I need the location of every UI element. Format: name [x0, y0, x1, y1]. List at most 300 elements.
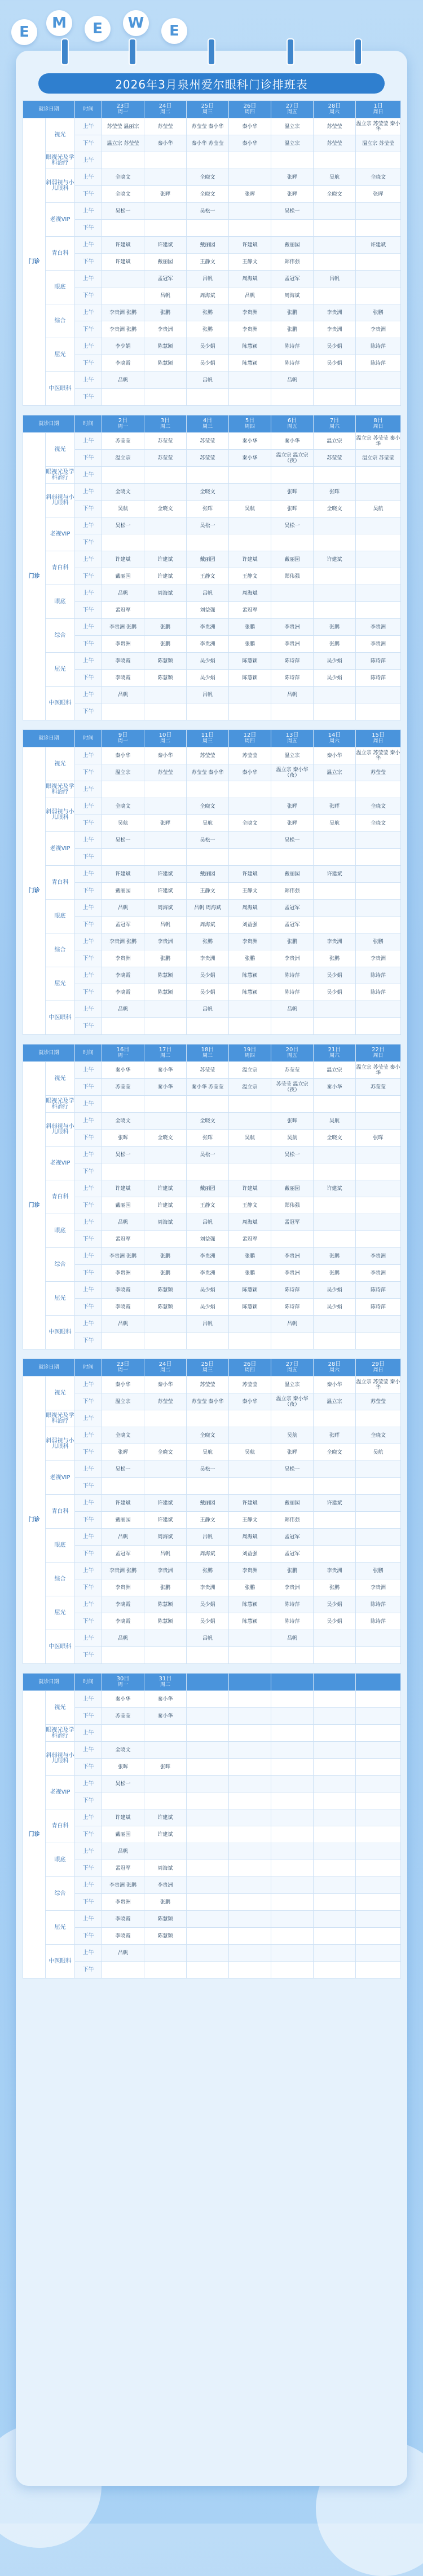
- doctor-cell: 吴航: [271, 1427, 314, 1444]
- doctor-cell: 李贵洲 张鹏: [102, 1248, 144, 1265]
- doctor-cell: 全晓文: [102, 1113, 144, 1130]
- doctor-cell: [271, 1792, 314, 1809]
- doctor-cell: [229, 1410, 271, 1427]
- doctor-cell: 刘益强: [187, 1231, 229, 1248]
- session-label: 下午: [75, 287, 102, 304]
- day-date: 14日: [328, 732, 341, 738]
- doctor-cell: [271, 1945, 314, 1962]
- day-header: [144, 415, 187, 433]
- doctor-cell: [229, 1962, 271, 1979]
- doctor-cell: [144, 1962, 187, 1979]
- week-gap-cell: [23, 1349, 401, 1359]
- doctor-cell: [314, 1860, 356, 1877]
- doctor-cell: 陈诗萍: [356, 670, 401, 687]
- doctor-cell: [356, 568, 401, 585]
- session-label: 上午: [75, 1725, 102, 1742]
- table-row: [23, 1478, 401, 1495]
- doctor-cell: 王静文: [187, 1197, 229, 1214]
- doctor-cell: 许建斌: [144, 1197, 187, 1214]
- doctor-cell: 吕帆: [144, 1546, 187, 1563]
- doctor-cell: 苏莹莹: [144, 764, 187, 781]
- session-label: 下午: [75, 1759, 102, 1776]
- doctor-cell: [356, 883, 401, 900]
- session-label: 下午: [75, 764, 102, 781]
- doctor-cell: [187, 1018, 229, 1035]
- doctor-cell: 许建斌: [314, 1180, 356, 1197]
- table-row: [23, 1877, 401, 1894]
- doctor-cell: [102, 849, 144, 866]
- doctor-cell: [314, 1894, 356, 1911]
- doctor-cell: 秦小华: [144, 1691, 187, 1708]
- header-dept: 就诊日期: [23, 101, 75, 118]
- department-label: 眼底: [46, 1529, 75, 1563]
- doctor-cell: 李贵洲 张鹏: [102, 619, 144, 636]
- week-gap-cell: [23, 1035, 401, 1044]
- department-label: 眼视光及学科治疗: [46, 1096, 75, 1113]
- department-label: 中医眼科: [46, 1316, 75, 1349]
- doctor-cell: 陈慧颖: [229, 967, 271, 984]
- doctor-cell: 苏莹莹: [187, 450, 229, 467]
- doctor-cell: 许建斌: [144, 866, 187, 883]
- doctor-cell: 吴松一: [102, 832, 144, 849]
- day-date: 17日: [158, 1047, 172, 1053]
- doctor-cell: 吕帆: [102, 900, 144, 917]
- doctor-cell: [314, 1809, 356, 1826]
- doctor-cell: 温立宗: [229, 1079, 271, 1096]
- day-weekday: 周一: [118, 424, 129, 430]
- session-label: 下午: [75, 917, 102, 933]
- table-row: [23, 1630, 401, 1647]
- session-label: 上午: [75, 152, 102, 169]
- doctor-cell: 李晓霞: [102, 967, 144, 984]
- table-row: [23, 984, 401, 1001]
- doctor-cell: 陈诗萍: [356, 653, 401, 670]
- doctor-cell: 吴松一: [187, 1461, 229, 1478]
- doctor-cell: 陈诗萍: [271, 1613, 314, 1630]
- doctor-cell: [144, 703, 187, 720]
- doctor-cell: 全晓文: [229, 815, 271, 832]
- department-label: 眼底: [46, 1214, 75, 1248]
- session-label: 上午: [75, 1596, 102, 1613]
- schedule-table-wrap: [23, 100, 400, 1979]
- table-row: [23, 1945, 401, 1962]
- doctor-cell: [271, 1877, 314, 1894]
- doctor-cell: 孟冠军: [102, 1860, 144, 1877]
- doctor-cell: [144, 1461, 187, 1478]
- doctor-cell: 李晓霞: [102, 984, 144, 1001]
- doctor-cell: 吴松一: [187, 203, 229, 220]
- doctor-cell: 李贵洲: [314, 1563, 356, 1579]
- doctor-cell: 张鹏: [314, 1579, 356, 1596]
- session-label: 上午: [75, 1180, 102, 1197]
- doctor-cell: 吴松一: [102, 203, 144, 220]
- day-header: [271, 415, 314, 433]
- doctor-cell: [271, 1647, 314, 1664]
- doctor-cell: [314, 781, 356, 798]
- doctor-cell: [229, 1877, 271, 1894]
- department-label: 综合: [46, 1877, 75, 1911]
- session-label: 下午: [75, 1163, 102, 1180]
- doctor-cell: 张鹏: [229, 1248, 271, 1265]
- doctor-cell: [144, 534, 187, 551]
- session-label: 上午: [75, 1376, 102, 1393]
- table-row: [23, 501, 401, 517]
- session-label: 下午: [75, 1299, 102, 1316]
- doctor-cell: 张晖: [314, 798, 356, 815]
- doctor-cell: [314, 254, 356, 271]
- day-weekday: 周一: [118, 109, 129, 115]
- doctor-cell: 吴航: [187, 815, 229, 832]
- table-row: [23, 1062, 401, 1079]
- doctor-cell: 苏莹莹: [144, 433, 187, 450]
- doctor-cell: 李贵洲: [144, 1563, 187, 1579]
- doctor-cell: 吴少娟: [314, 1596, 356, 1613]
- table-row: [23, 271, 401, 287]
- doctor-cell: 吴少娟: [187, 967, 229, 984]
- group-label: 门诊: [23, 1691, 46, 1979]
- day-weekday: 周五: [287, 109, 298, 115]
- table-row: [23, 933, 401, 950]
- table-row: [23, 304, 401, 321]
- doctor-cell: 吴松一: [271, 203, 314, 220]
- doctor-cell: [356, 781, 401, 798]
- doctor-cell: 吴少娟: [187, 1299, 229, 1316]
- doctor-cell: [356, 254, 401, 271]
- department-label: 视光: [46, 1691, 75, 1725]
- doctor-cell: 张晖: [271, 186, 314, 203]
- table-row: [23, 849, 401, 866]
- doctor-cell: 全晓文: [187, 484, 229, 501]
- session-label: 下午: [75, 1079, 102, 1096]
- doctor-cell: 李贵洲: [102, 1579, 144, 1596]
- doctor-cell: 许建斌: [144, 1180, 187, 1197]
- doctor-cell: [102, 1333, 144, 1349]
- table-row: [23, 832, 401, 849]
- page-title: 2026年3月泉州爱尔眼科门诊排班表: [38, 73, 385, 94]
- day-header: [356, 1359, 401, 1376]
- doctor-cell: [356, 849, 401, 866]
- doctor-cell: [144, 1410, 187, 1427]
- table-row: [23, 254, 401, 271]
- department-label: 视光: [46, 747, 75, 781]
- doctor-cell: [314, 1546, 356, 1563]
- session-label: 上午: [75, 832, 102, 849]
- doctor-cell: [356, 832, 401, 849]
- doctor-cell: [187, 1333, 229, 1349]
- doctor-cell: 吕帆: [229, 287, 271, 304]
- doctor-cell: [314, 287, 356, 304]
- department-label: 青白科: [46, 237, 75, 271]
- doctor-cell: [229, 467, 271, 484]
- session-label: 上午: [75, 1410, 102, 1427]
- doctor-cell: [314, 1928, 356, 1945]
- doctor-cell: [271, 1809, 314, 1826]
- doctor-cell: 李贵洲 张鹏: [102, 1563, 144, 1579]
- session-label: 上午: [75, 1691, 102, 1708]
- doctor-cell: [102, 467, 144, 484]
- table-row: [23, 883, 401, 900]
- doctor-cell: [314, 1776, 356, 1792]
- doctor-cell: 张鹏: [314, 950, 356, 967]
- department-label: 中医眼科: [46, 1945, 75, 1979]
- day-weekday: 周二: [160, 1367, 171, 1373]
- doctor-cell: 王静文: [229, 1197, 271, 1214]
- doctor-cell: [144, 1776, 187, 1792]
- doctor-cell: [229, 1427, 271, 1444]
- doctor-cell: [314, 1826, 356, 1843]
- doctor-cell: 李贵洲: [187, 1579, 229, 1596]
- doctor-cell: 吴松一: [271, 517, 314, 534]
- session-label: 下午: [75, 321, 102, 338]
- day-date: 28日: [328, 103, 341, 109]
- doctor-cell: 苏莹莹: [144, 1393, 187, 1410]
- doctor-cell: 吴少娟: [187, 984, 229, 1001]
- doctor-cell: [229, 1826, 271, 1843]
- doctor-cell: [229, 169, 271, 186]
- doctor-cell: 李贵洲: [356, 950, 401, 967]
- doctor-cell: 张鹏: [356, 933, 401, 950]
- doctor-cell: [356, 1877, 401, 1894]
- doctor-cell: 张鹏: [314, 636, 356, 653]
- doctor-cell: 戴丽园: [271, 1180, 314, 1197]
- doctor-cell: 全晓文: [187, 1113, 229, 1130]
- department-label: 眼底: [46, 585, 75, 619]
- doctor-cell: 秦小华: [271, 433, 314, 450]
- doctor-cell: 吴少娟: [314, 338, 356, 355]
- table-row: [23, 1410, 401, 1427]
- doctor-cell: [356, 1529, 401, 1546]
- doctor-cell: 苏莹莹 秦小华: [187, 1393, 229, 1410]
- doctor-cell: 吴少娟: [314, 1613, 356, 1630]
- doctor-cell: [187, 1742, 229, 1759]
- doctor-cell: [187, 781, 229, 798]
- day-header: [271, 1674, 314, 1691]
- doctor-cell: [102, 1096, 144, 1113]
- day-weekday: 周五: [287, 1367, 298, 1373]
- doctor-cell: [229, 1316, 271, 1333]
- table-row: [23, 764, 401, 781]
- table-row: [23, 1079, 401, 1096]
- doctor-cell: 许建斌: [102, 254, 144, 271]
- table-row: [23, 1962, 401, 1979]
- header-time: 时间: [75, 101, 102, 118]
- table-row: [23, 917, 401, 933]
- doctor-cell: 吕帆: [102, 1630, 144, 1647]
- doctor-cell: 秦小华: [229, 433, 271, 450]
- department-label: 青白科: [46, 1809, 75, 1843]
- doctor-cell: [314, 1163, 356, 1180]
- doctor-cell: [314, 832, 356, 849]
- doctor-cell: 张鹏: [144, 1894, 187, 1911]
- doctor-cell: [356, 585, 401, 602]
- doctor-cell: [314, 534, 356, 551]
- day-header: [102, 730, 144, 747]
- doctor-cell: [271, 1096, 314, 1113]
- doctor-cell: [356, 389, 401, 406]
- doctor-cell: 吕帆: [102, 372, 144, 389]
- session-label: 上午: [75, 551, 102, 568]
- doctor-cell: 全晓文: [187, 186, 229, 203]
- doctor-cell: 张鹏: [356, 304, 401, 321]
- doctor-cell: [229, 687, 271, 703]
- session-label: 下午: [75, 450, 102, 467]
- doctor-cell: [314, 203, 356, 220]
- doctor-cell: 全晓文: [356, 1427, 401, 1444]
- doctor-cell: 李贵洲: [356, 636, 401, 653]
- doctor-cell: 温立宗: [271, 135, 314, 152]
- doctor-cell: 温立宗: [102, 450, 144, 467]
- doctor-cell: 李晓霞: [102, 1299, 144, 1316]
- table-row: [23, 747, 401, 764]
- table-row: [23, 1860, 401, 1877]
- department-label: 中医眼科: [46, 1630, 75, 1664]
- department-label: 青白科: [46, 866, 75, 900]
- week-gap: [23, 720, 401, 730]
- doctor-cell: 李贵洲: [271, 1579, 314, 1596]
- doctor-cell: 李贵洲: [356, 1248, 401, 1265]
- doctor-cell: [314, 1742, 356, 1759]
- doctor-cell: 许建斌: [144, 1512, 187, 1529]
- table-row: [23, 866, 401, 883]
- session-label: 上午: [75, 1214, 102, 1231]
- doctor-cell: 孟冠军: [144, 271, 187, 287]
- doctor-cell: 许建斌: [144, 1809, 187, 1826]
- session-label: 上午: [75, 271, 102, 287]
- doctor-cell: 张晖: [271, 501, 314, 517]
- doctor-cell: 温立宗: [102, 764, 144, 781]
- doctor-cell: 陈慧颖: [229, 653, 271, 670]
- doctor-cell: 陈慧颖: [229, 670, 271, 687]
- session-label: 上午: [75, 517, 102, 534]
- doctor-cell: 温立宗 苏莹莹: [356, 450, 401, 467]
- doctor-cell: [314, 1945, 356, 1962]
- department-label: 眼视光及学科治疗: [46, 467, 75, 484]
- department-label: 老视VIP: [46, 203, 75, 237]
- doctor-cell: 李贵洲 张鹏: [102, 1877, 144, 1894]
- table-row: [23, 1546, 401, 1563]
- doctor-cell: [356, 1316, 401, 1333]
- week-gap-cell: [23, 720, 401, 730]
- doctor-cell: 许建斌: [102, 551, 144, 568]
- doctor-cell: 张鹏: [229, 950, 271, 967]
- day-header: [271, 1359, 314, 1376]
- doctor-cell: 李贵洲 张鹏: [102, 321, 144, 338]
- doctor-cell: 孟冠军: [229, 1231, 271, 1248]
- doctor-cell: [187, 1809, 229, 1826]
- doctor-cell: 陈诗萍: [356, 1282, 401, 1299]
- doctor-cell: [356, 1894, 401, 1911]
- table-row: [23, 118, 401, 135]
- doctor-cell: [271, 1410, 314, 1427]
- header-dept: 就诊日期: [23, 1044, 75, 1062]
- doctor-cell: [314, 1911, 356, 1928]
- doctor-cell: 周海斌: [229, 1214, 271, 1231]
- session-label: 下午: [75, 1393, 102, 1410]
- session-label: 下午: [75, 1478, 102, 1495]
- doctor-cell: 孟冠军: [102, 602, 144, 619]
- doctor-cell: [144, 781, 187, 798]
- doctor-cell: 李贵洲: [314, 321, 356, 338]
- doctor-cell: 温立宗 苏莹莹 秦小华: [356, 433, 401, 450]
- group-label: 门诊: [23, 1062, 46, 1349]
- doctor-cell: [144, 203, 187, 220]
- table-row: [23, 703, 401, 720]
- table-row: [23, 1928, 401, 1945]
- session-label: 下午: [75, 1130, 102, 1147]
- doctor-cell: 温立宗: [314, 1393, 356, 1410]
- doctor-cell: [187, 1826, 229, 1843]
- doctor-cell: [144, 1001, 187, 1018]
- doctor-cell: 张鹏: [144, 950, 187, 967]
- doctor-cell: 王静文: [187, 883, 229, 900]
- table-row: [23, 1197, 401, 1214]
- doctor-cell: 李贵洲: [314, 933, 356, 950]
- doctor-cell: 张晖: [102, 1759, 144, 1776]
- doctor-cell: 苏莹莹: [144, 450, 187, 467]
- schedule-sheet: [16, 51, 407, 2486]
- session-label: 上午: [75, 1113, 102, 1130]
- doctor-cell: 全晓文: [356, 815, 401, 832]
- department-label: 屈光: [46, 1596, 75, 1630]
- doctor-cell: 刘益强: [187, 602, 229, 619]
- table-row: [23, 1579, 401, 1596]
- doctor-cell: [144, 1163, 187, 1180]
- doctor-cell: 许建斌: [314, 866, 356, 883]
- day-header: [102, 1674, 144, 1691]
- doctor-cell: 苏莹莹: [356, 1079, 401, 1096]
- doctor-cell: [314, 585, 356, 602]
- day-header: [356, 1674, 401, 1691]
- doctor-cell: 王静文: [229, 568, 271, 585]
- doctor-cell: [229, 372, 271, 389]
- session-label: 下午: [75, 1647, 102, 1664]
- doctor-cell: 吕帆: [187, 271, 229, 287]
- group-label: 门诊: [23, 1376, 46, 1664]
- doctor-cell: [271, 1163, 314, 1180]
- table-row: [23, 1265, 401, 1282]
- table-row: [23, 1163, 401, 1180]
- doctor-cell: [229, 1096, 271, 1113]
- doctor-cell: 李贵洲: [229, 321, 271, 338]
- department-label: 屈光: [46, 653, 75, 687]
- binder-ring: [208, 38, 215, 65]
- header-time: 时间: [75, 1674, 102, 1691]
- doctor-cell: 秦小华: [144, 1376, 187, 1393]
- doctor-cell: [356, 534, 401, 551]
- doctor-cell: 张晖: [271, 1444, 314, 1461]
- doctor-cell: [187, 1894, 229, 1911]
- doctor-cell: 王静文: [187, 254, 229, 271]
- doctor-cell: [102, 1018, 144, 1035]
- session-label: 下午: [75, 135, 102, 152]
- doctor-cell: 李晓霞: [102, 1911, 144, 1928]
- doctor-cell: 吕帆: [187, 1001, 229, 1018]
- session-label: 下午: [75, 389, 102, 406]
- doctor-cell: 陈慧颖: [144, 1613, 187, 1630]
- table-row: [23, 186, 401, 203]
- doctor-cell: 陈诗萍: [356, 967, 401, 984]
- day-header: [187, 1674, 229, 1691]
- table-row: [23, 169, 401, 186]
- doctor-cell: 吴少娟: [314, 1299, 356, 1316]
- week-header-row: [23, 1359, 401, 1376]
- doctor-cell: 全晓文: [102, 1742, 144, 1759]
- doctor-cell: 孟冠军: [271, 1214, 314, 1231]
- doctor-cell: 孟冠军: [271, 1529, 314, 1546]
- day-weekday: 周六: [329, 1367, 340, 1373]
- schedule-body: [23, 101, 401, 1979]
- doctor-cell: 李贵洲: [356, 321, 401, 338]
